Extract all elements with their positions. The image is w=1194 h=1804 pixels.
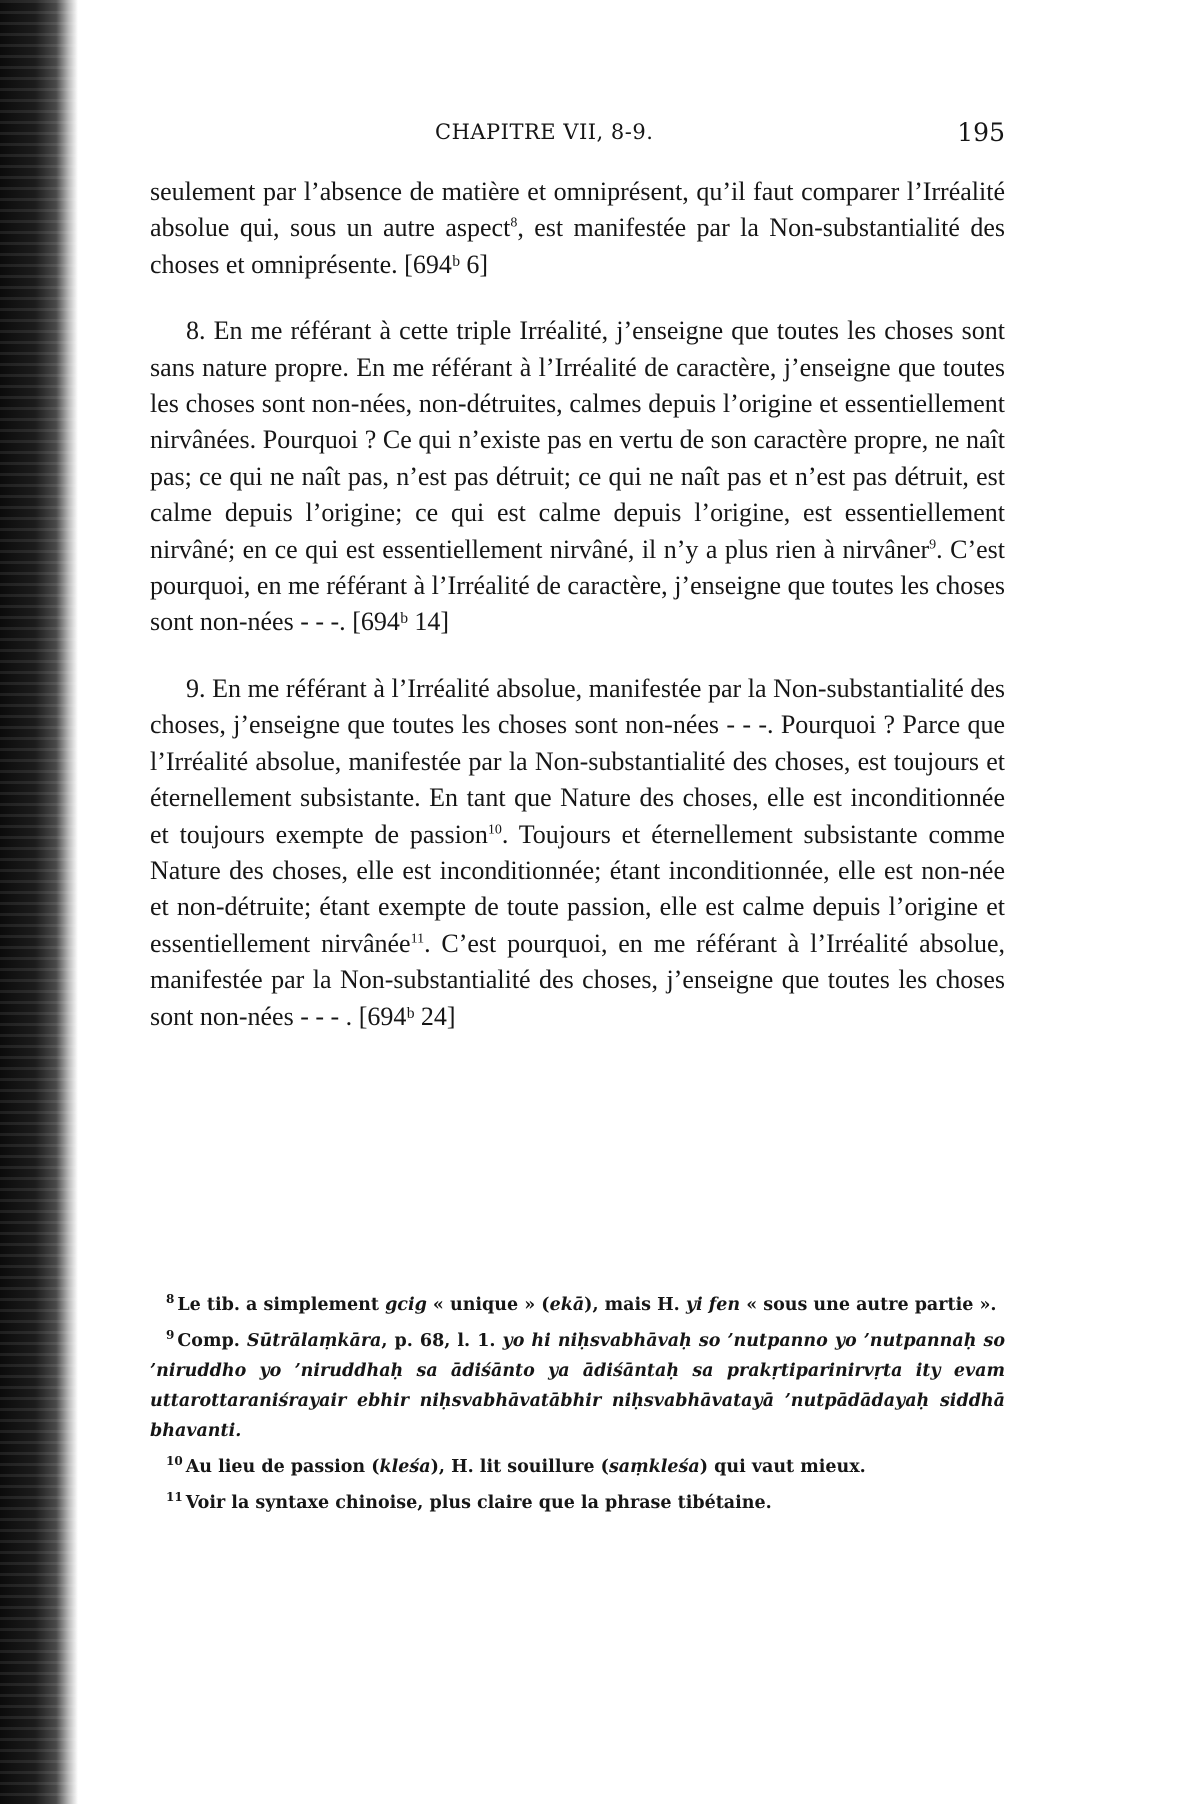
paragraph-section-9 — [150, 671, 1005, 1035]
footnote-term: gcig — [385, 1295, 427, 1315]
paragraph-text: 9. En me référant à l’Irréalité absolue, manifestée par la Non-substantialité des choses, j’enseigne que toutes les choses sont non-nées - - -. Pourquoi ? Parce que l’Irréalité absolue, manifestée par la Non-substantialité des choses, est toujours et éternellement subsistante. En tant que Nature des choses, elle est inconditionnée et toujours exempte de passion — [150, 673, 1005, 849]
paragraph-text: , est manifestée par la Non-substantialité des choses et omniprésente. — [150, 213, 1005, 279]
footnote-9 — [150, 1326, 1005, 1446]
footnote-text: « sous une autre partie ». — [740, 1295, 997, 1315]
source-reference: [694ᵇ 14] — [352, 607, 450, 637]
footnote-text: Le tib. a simplement — [177, 1295, 386, 1315]
paragraph-text: . Toujours et éternellement subsistante comme Nature des choses, elle est inconditionnée; étant inconditionnée, elle est non-née et non-détruite; étant exempte de toute passion, elle est calme depuis l’origine et essentiellement nirvânée — [150, 819, 1005, 958]
paragraph-text: . C’est pourquoi, en me référant à l’Irréalité de caractère, j’enseigne que toutes les choses sont non-nées - - -. — [150, 534, 1005, 637]
paragraph-text: seulement par l’absence de matière et omniprésent, qu’il faut comparer l’Irréalité absolue qui, sous un autre aspect — [150, 177, 1005, 243]
footnotes — [150, 1290, 1005, 1524]
paragraph-text: . C’est pourquoi, en me référant à l’Irréalité absolue, manifestée par la Non-substantialité des choses, j’enseigne que toutes les choses sont non-nées - - - . — [150, 928, 1006, 1031]
footnote-text: , p. 68, l. 1. — [381, 1331, 503, 1351]
running-header — [150, 116, 1005, 148]
footnote-term: saṃkleśa — [608, 1457, 700, 1477]
footnote-reference: 8 — [510, 215, 518, 231]
footnote-number: 10 — [166, 1454, 183, 1469]
footnote-text: ), mais H. — [584, 1295, 686, 1315]
footnote-term: Sūtrālaṃkāra — [246, 1331, 382, 1351]
footnote-11 — [150, 1488, 1005, 1518]
footnote-quotation: yo hi niḥsvabhāvaḥ so ’nutpanno yo ’nutpannaḥ so ’niruddho yo ’niruddhaḥ sa ādiśānto ya ādiśāntaḥ sa prakṛtiparinirvṛta ity evam uttarottaraniśrayair ebhir niḥsvabhāvatābhir niḥsvabhāvatayā ’nutpādādayaḥ siddhā bhavanti. — [150, 1331, 1005, 1441]
footnote-number: 8 — [166, 1292, 175, 1307]
footnote-text: ), H. lit souillure ( — [430, 1457, 609, 1477]
footnote-number: 11 — [166, 1490, 183, 1505]
footnote-text: Au lieu de passion ( — [185, 1457, 380, 1477]
footnote-reference: 9 — [929, 537, 937, 552]
source-reference: [694ᵇ 6] — [404, 249, 489, 279]
footnote-text: Voir la syntaxe chinoise, plus claire que la phrase tibétaine. — [185, 1493, 772, 1513]
source-reference: [694ᵇ 24] — [358, 1001, 456, 1031]
footnote-reference: 11 — [410, 931, 425, 947]
footnote-8 — [150, 1290, 1005, 1320]
footnote-10 — [150, 1452, 1005, 1482]
running-title: CHAPITRE VII, 8-9. — [435, 120, 654, 144]
footnote-term: ekā — [549, 1295, 585, 1315]
footnote-text: Comp. — [177, 1331, 247, 1351]
paragraph-section-8 — [150, 313, 1005, 641]
scanned-page-edge — [0, 0, 78, 1804]
footnote-number: 9 — [166, 1328, 175, 1343]
main-text — [150, 174, 1005, 1035]
footnote-term: kleśa — [379, 1457, 431, 1477]
page-number: 195 — [957, 118, 1005, 147]
footnote-text: ) qui vaut mieux. — [699, 1457, 866, 1477]
footnote-term: yi fen — [685, 1295, 741, 1315]
footnote-text: « unique » ( — [426, 1295, 550, 1315]
paragraph-text: 8. En me référant à cette triple Irréalité, j’enseigne que toutes les choses sont sans nature propre. En me référant à l’Irréalité de caractère, j’enseigne que toutes les choses sont non-nées, non-détruites, calmes depuis l’origine et essentiellement nirvânées. Pourquoi ? Ce qui n’existe pas en vertu de son caractère propre, ne naît pas; ce qui ne naît pas, n’est pas détruit; ce qui ne naît pas et n’est pas détruit, est calme depuis l’origine; ce qui est calme depuis l’origine, est essentiellement nirvâné; en ce qui est essentiellement nirvâné, il n’y a plus rien à nirvâner — [150, 316, 1005, 564]
paragraph-continuation — [150, 174, 1005, 283]
footnote-reference: 10 — [487, 821, 502, 837]
